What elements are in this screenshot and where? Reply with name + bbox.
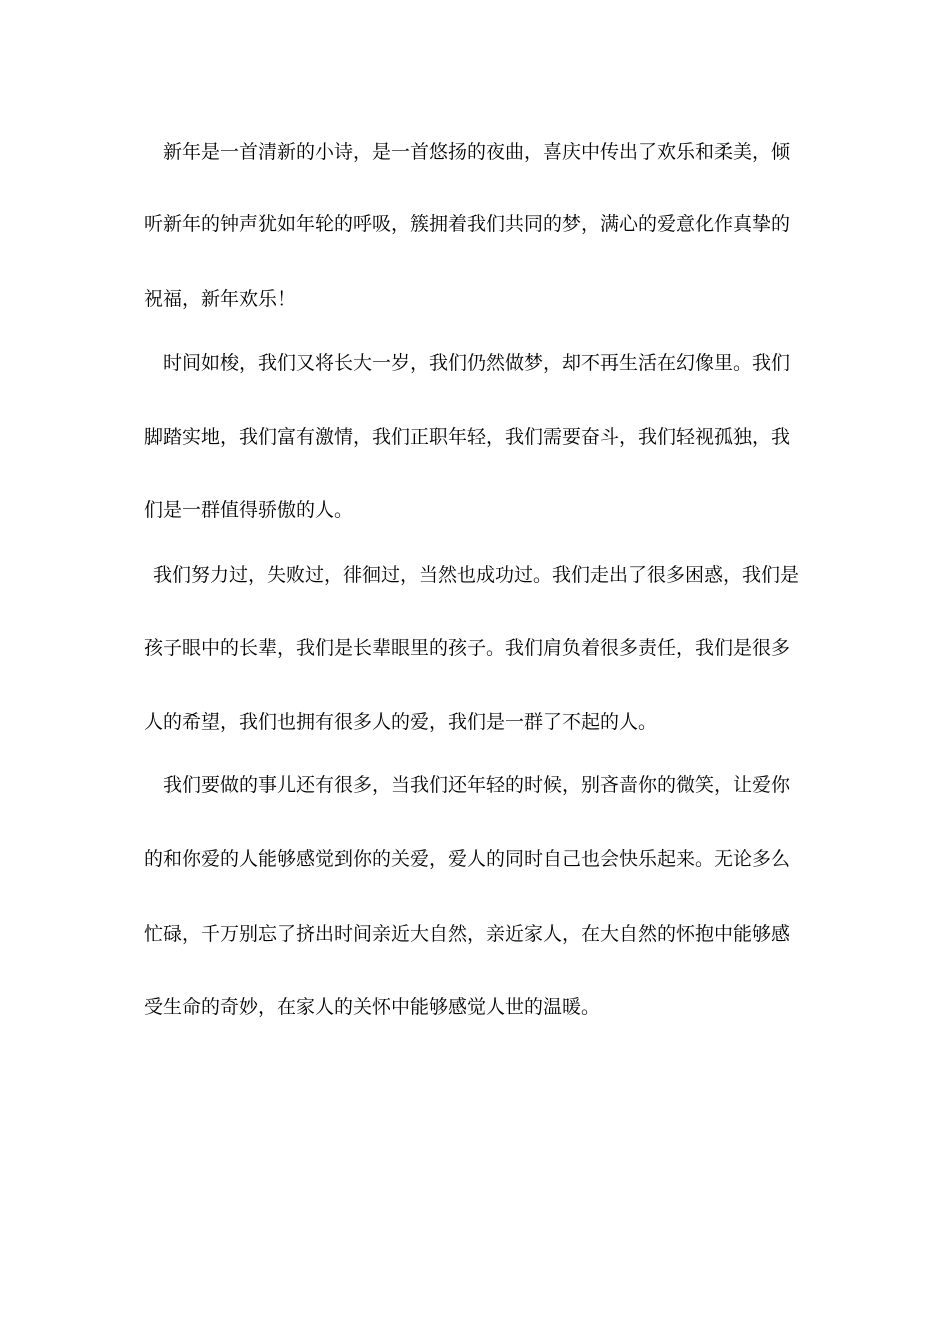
paragraph-2-line-2: 脚踏实地，我们富有激情，我们正职年轻，我们需要奋斗，我们轻视孤独，我	[144, 426, 791, 448]
paragraph-4-line-1: 我们要做的事儿还有很多，当我们还年轻的时候，别吝啬你的微笑，让爱你	[163, 774, 791, 796]
paragraph-2-line-3: 们是一群值得骄傲的人。	[144, 499, 354, 521]
paragraph-1-line-2: 听新年的钟声犹如年轮的呼吸，簇拥着我们共同的梦，满心的爱意化作真挚的	[144, 213, 791, 235]
paragraph-1-line-3: 祝福，新年欢乐！	[144, 288, 297, 310]
paragraph-2-line-1: 时间如梭，我们又将长大一岁，我们仍然做梦，却不再生活在幻像里。我们	[163, 352, 791, 374]
paragraph-4-line-2: 的和你爱的人能够感觉到你的关爱，爱人的同时自己也会快乐起来。无论多么	[144, 848, 791, 870]
paragraph-3-line-1: 我们努力过，失败过，徘徊过，当然也成功过。我们走出了很多困惑，我们是	[153, 564, 800, 586]
paragraph-3-line-2: 孩子眼中的长辈，我们是长辈眼里的孩子。我们肩负着很多责任，我们是很多	[144, 637, 791, 659]
paragraph-4-line-3: 忙碌，千万别忘了挤出时间亲近大自然，亲近家人，在大自然的怀抱中能够感	[144, 923, 791, 945]
paragraph-3-line-3: 人的希望，我们也拥有很多人的爱，我们是一群了不起的人。	[144, 711, 658, 733]
paragraph-4-line-4: 受生命的奇妙，在家人的关怀中能够感觉人世的温暖。	[144, 996, 601, 1018]
paragraph-1-line-1: 新年是一首清新的小诗，是一首悠扬的夜曲，喜庆中传出了欢乐和柔美，倾	[163, 141, 791, 163]
